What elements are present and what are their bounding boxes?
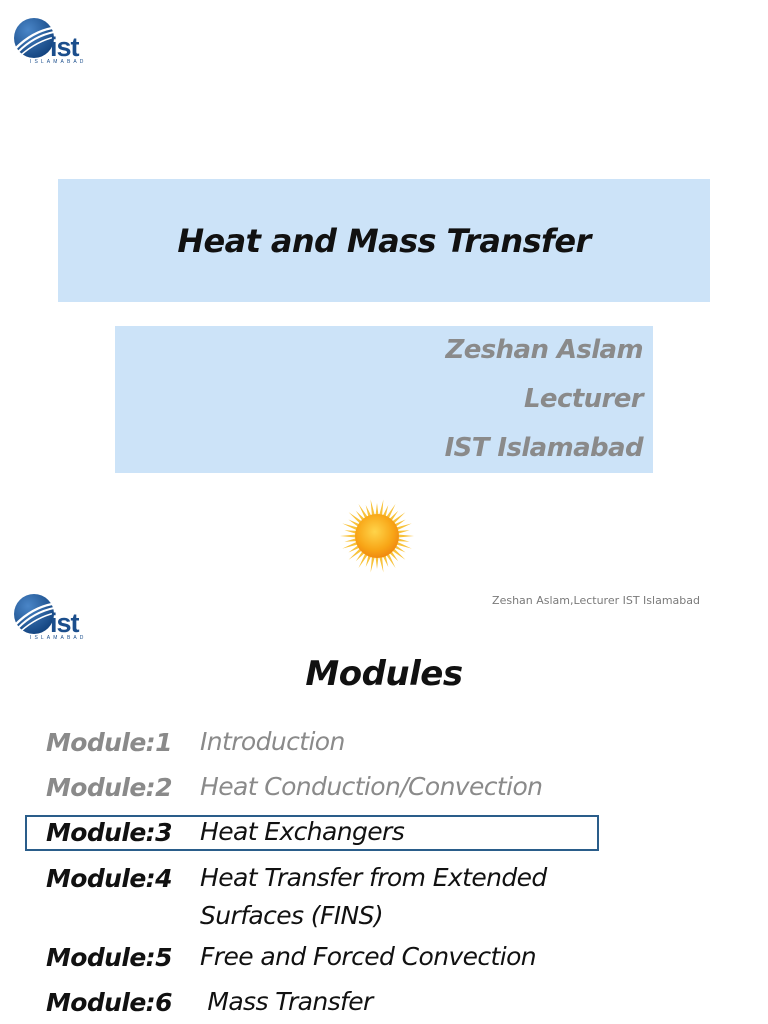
module-number: Module:3 xyxy=(46,818,172,847)
author-banner xyxy=(115,326,653,473)
author-institution: IST Islamabad xyxy=(444,433,643,463)
slide-title: Heat and Mass Transfer xyxy=(177,221,591,260)
module-list xyxy=(46,720,746,1024)
author-name: Zeshan Aslam xyxy=(445,335,643,365)
module-title: Mass Transfer xyxy=(200,987,373,1016)
module-item xyxy=(46,765,746,810)
slide-footer: Zeshan Aslam,Lecturer IST Islamabad xyxy=(492,594,700,607)
module-number: Module:4 xyxy=(46,864,172,893)
module-number: Module:6 xyxy=(46,988,172,1017)
module-item xyxy=(46,935,746,980)
sun-ray xyxy=(397,530,409,534)
sun-ray xyxy=(392,512,405,523)
sun-ray xyxy=(398,535,414,538)
logo-subtitle: ISLAMABAD xyxy=(30,635,87,641)
modules-slide xyxy=(0,582,768,1024)
module-item-highlighted xyxy=(46,810,746,855)
sun-ray xyxy=(379,556,383,572)
module-number: Module:1 xyxy=(46,728,172,757)
ist-logo xyxy=(12,14,100,70)
module-item xyxy=(46,856,746,935)
logo-wordmark: ist xyxy=(50,608,79,638)
logo-subtitle: ISLAMABAD xyxy=(30,59,87,65)
module-item xyxy=(46,720,746,765)
sun-ray xyxy=(392,548,405,559)
title-banner xyxy=(58,179,710,302)
module-title: Heat Transfer from Extended Surfaces (FINS) xyxy=(200,863,547,930)
sun-ray xyxy=(397,538,409,542)
ist-logo xyxy=(12,590,100,646)
author-role: Lecturer xyxy=(523,384,643,414)
logo-wordmark: ist xyxy=(50,32,79,62)
sun-ray xyxy=(345,538,357,542)
sun-icon xyxy=(339,498,415,574)
sun-ray xyxy=(349,548,362,559)
sun-ray xyxy=(345,530,357,534)
module-title: Heat Exchangers xyxy=(200,817,405,846)
modules-heading: Modules xyxy=(305,654,463,694)
sun-ray xyxy=(371,500,375,516)
module-title: Free and Forced Convection xyxy=(200,942,537,971)
sun-ray xyxy=(379,500,383,516)
sun-ray xyxy=(376,503,379,515)
module-title: Introduction xyxy=(200,727,345,756)
sun-ray xyxy=(371,556,375,572)
module-item xyxy=(46,980,746,1024)
module-number: Module:5 xyxy=(46,943,172,972)
sun-ray xyxy=(376,557,379,569)
sun-ray xyxy=(349,512,362,523)
module-title: Heat Conduction/Convection xyxy=(200,772,543,801)
module-number: Module:2 xyxy=(46,773,172,802)
sun-ray xyxy=(340,535,356,538)
